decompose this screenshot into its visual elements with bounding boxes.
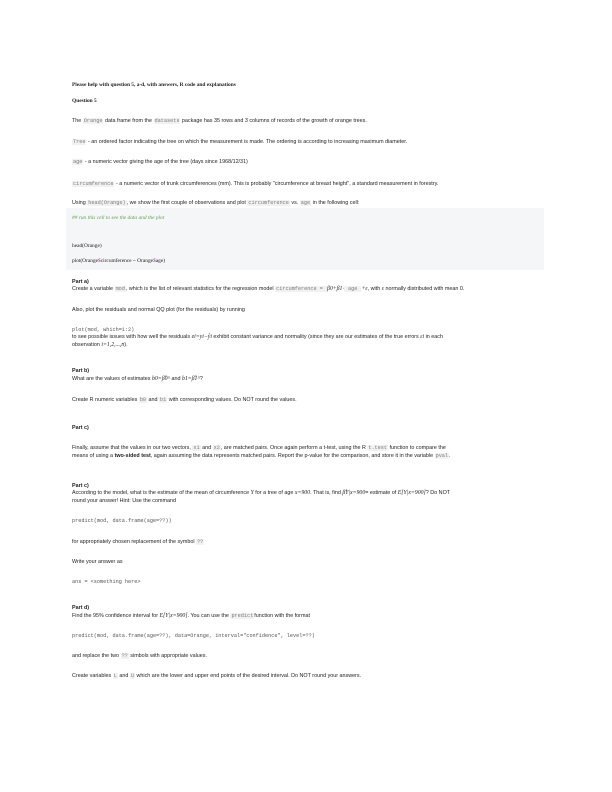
text: Using [72,200,88,206]
text: . [449,453,451,459]
inline-code: datasets [154,118,180,124]
text: , again assuming the data represents matched pairs. Report the p-value for the comparison, and store it in the variable [150,453,435,459]
part-c-title: Part c) [72,425,89,431]
inline-code: x1 [193,445,200,451]
text: for appropriately chosen replacement of the symbol [72,539,197,545]
text: , which is the list of relevant statistics for the regression model [125,286,276,292]
text: Create a variable [72,286,115,292]
inline-code: circumference = [276,286,326,292]
part-d-paragraph-1 [72,612,544,620]
inline-code: ?? [197,539,204,545]
part-c-answer-instruction: Write your answer as [72,559,123,565]
inline-code: U [130,673,134,679]
inline-code: ?? [121,653,128,659]
text: Finally, assume that the values in our two vectors, [72,445,193,451]
inline-code: mod [115,286,125,292]
math: b0=β̂0^ [152,376,170,382]
inline-code: predict [231,613,254,619]
part-b-paragraph-2 [72,396,544,404]
dollar-operator: $ [98,258,101,264]
math: ε [381,286,385,292]
part-c-answer-code: ans = <something here> [72,579,141,585]
math: E[Y|x=900] [397,490,426,496]
text: in the following cell: [311,200,360,206]
text: Create variables [72,673,113,679]
part-c-prediction-code: predict(mod, data.frame(age=??)) [72,518,172,524]
inline-code: Orange [83,118,103,124]
question-title: Question 5 [72,98,97,104]
text: . You can use the [187,613,231,619]
math: b1=β̂1^ [181,376,200,382]
text: Create R numeric variables [72,397,139,403]
text: and [169,376,182,382]
text: , are matched pairs. Once again perform a t-test, using the R [220,445,368,451]
text: = estimate of [365,490,398,496]
intro-paragraph [72,117,544,125]
code-token: plot(Orange [72,258,99,264]
part-c-prediction-title: Part c) [72,483,89,489]
text: ). [124,342,128,348]
text: means of using a [72,453,115,459]
text: and replace the two [72,653,121,659]
text: simbols with appropriate values. [128,653,207,659]
part-a-paragraph-1 [72,285,544,293]
part-d-title: Part d) [72,605,90,611]
part-c-paragraph [72,444,544,460]
inline-code: circumference [248,200,289,206]
part-b-paragraph-1 [72,375,544,383]
math: ei=yi−ŷi [191,334,212,340]
math: +ε [361,286,368,292]
text: for a tree of age [253,490,295,496]
code-token: age) [155,258,166,264]
text: which are the lower and upper end points of the desired interval. Do NOT round your answers. [135,673,362,679]
text: - an ordered factor indicating the tree on which the measurement is made. The ordering is according to increasing maximum diameter. [86,139,408,145]
text: According to the model, what is the estimate of the mean of circumference [72,490,251,496]
text: in each [424,334,443,340]
text: exhibit constant variance and normality (since they are our estimates of the true errors [211,334,421,340]
tree-variable-description [72,138,544,146]
inline-code: b1 [160,397,167,403]
part-a-code: plot(mod, which=1:2) [72,327,135,333]
text: round your answer! Hint: Use the command [72,498,176,504]
part-a-paragraph-3 [72,333,544,349]
part-c-replacement-note [72,538,544,546]
text: to see possible issues with how well the residuals [72,334,192,340]
math: β̂Y|x=900 [342,490,366,496]
math: i=1,2,...,n [101,342,125,348]
text: , we show the first couple of observations and plot [126,200,248,206]
text: What are the values of estimates [72,376,152,382]
circumference-variable-description [72,180,544,188]
part-d-code: predict(mod, data.frame(age=??), data=Orange, interval="confidence", level=??) [72,633,315,639]
inline-code: pval [435,453,449,459]
text: - a numeric vector giving the age of the tree (days since 1968/12/31) [83,159,248,165]
text: The [72,118,83,124]
text: function to compare the [388,445,446,451]
code-line-plot [72,258,165,264]
math: x=900 [294,490,311,496]
text: with corresponding values. Do NOT round the values. [167,397,297,403]
text: vs. [289,200,300,206]
text: function with the format [254,613,310,619]
inline-code: x2 [213,445,220,451]
inline-code: age [300,200,311,206]
text: ? [199,376,203,382]
code-comment: ## run this cell to see the data and the plot [72,215,165,221]
inline-code: age [73,159,83,165]
part-c-prediction-paragraph [72,489,544,505]
text: normally distributed with mean 0. [384,286,465,292]
part-d-paragraph-2 [72,652,544,660]
using-paragraph [72,199,544,207]
code-line-head: head(Orange) [72,243,102,249]
inline-code: circumference [73,181,114,187]
text: and [200,445,213,451]
math: Y [250,490,254,496]
inline-code: Tree [73,139,86,145]
math: εi [420,334,425,340]
text: package has 35 rows and 3 columns of records of the growth of orange trees. [180,118,367,124]
text: and [147,397,160,403]
text: Find the 95% confidence interval for [72,613,160,619]
part-d-paragraph-3 [72,672,544,680]
text: data frame from the [103,118,154,124]
text: - a numeric vector of trunk circumferences (mm). This is probably "circumference at breast height", a standard measurement in forestry. [114,181,439,187]
inline-code: b0 [139,397,147,403]
math: E[Y|x=900] [159,613,188,619]
inline-code: head(Orange) [88,200,126,206]
bold-text: two-sided test [114,453,151,459]
text: ? Do NOT [425,490,451,496]
text: and [117,673,130,679]
page-heading: Please help with question 5, a-d, with answers, R code and explanations [72,82,236,88]
part-b-title: Part b) [72,368,90,374]
code-token: circumference ~ Orange [100,258,154,264]
text: . That is, find [310,490,343,496]
part-a-title: Part a) [72,279,89,285]
age-variable-description [72,158,544,166]
part-a-paragraph-2: Also, plot the residuals and normal QQ plot (for the residuals) by running [72,307,245,313]
text: observation [72,342,102,348]
text: , with [367,286,382,292]
math: β0+β1· [326,286,344,292]
code-cell[interactable] [66,208,544,270]
inline-code: L [113,673,117,679]
inline-code: age [344,286,361,292]
dollar-operator: $ [153,258,156,264]
inline-code: t.test [368,445,388,451]
